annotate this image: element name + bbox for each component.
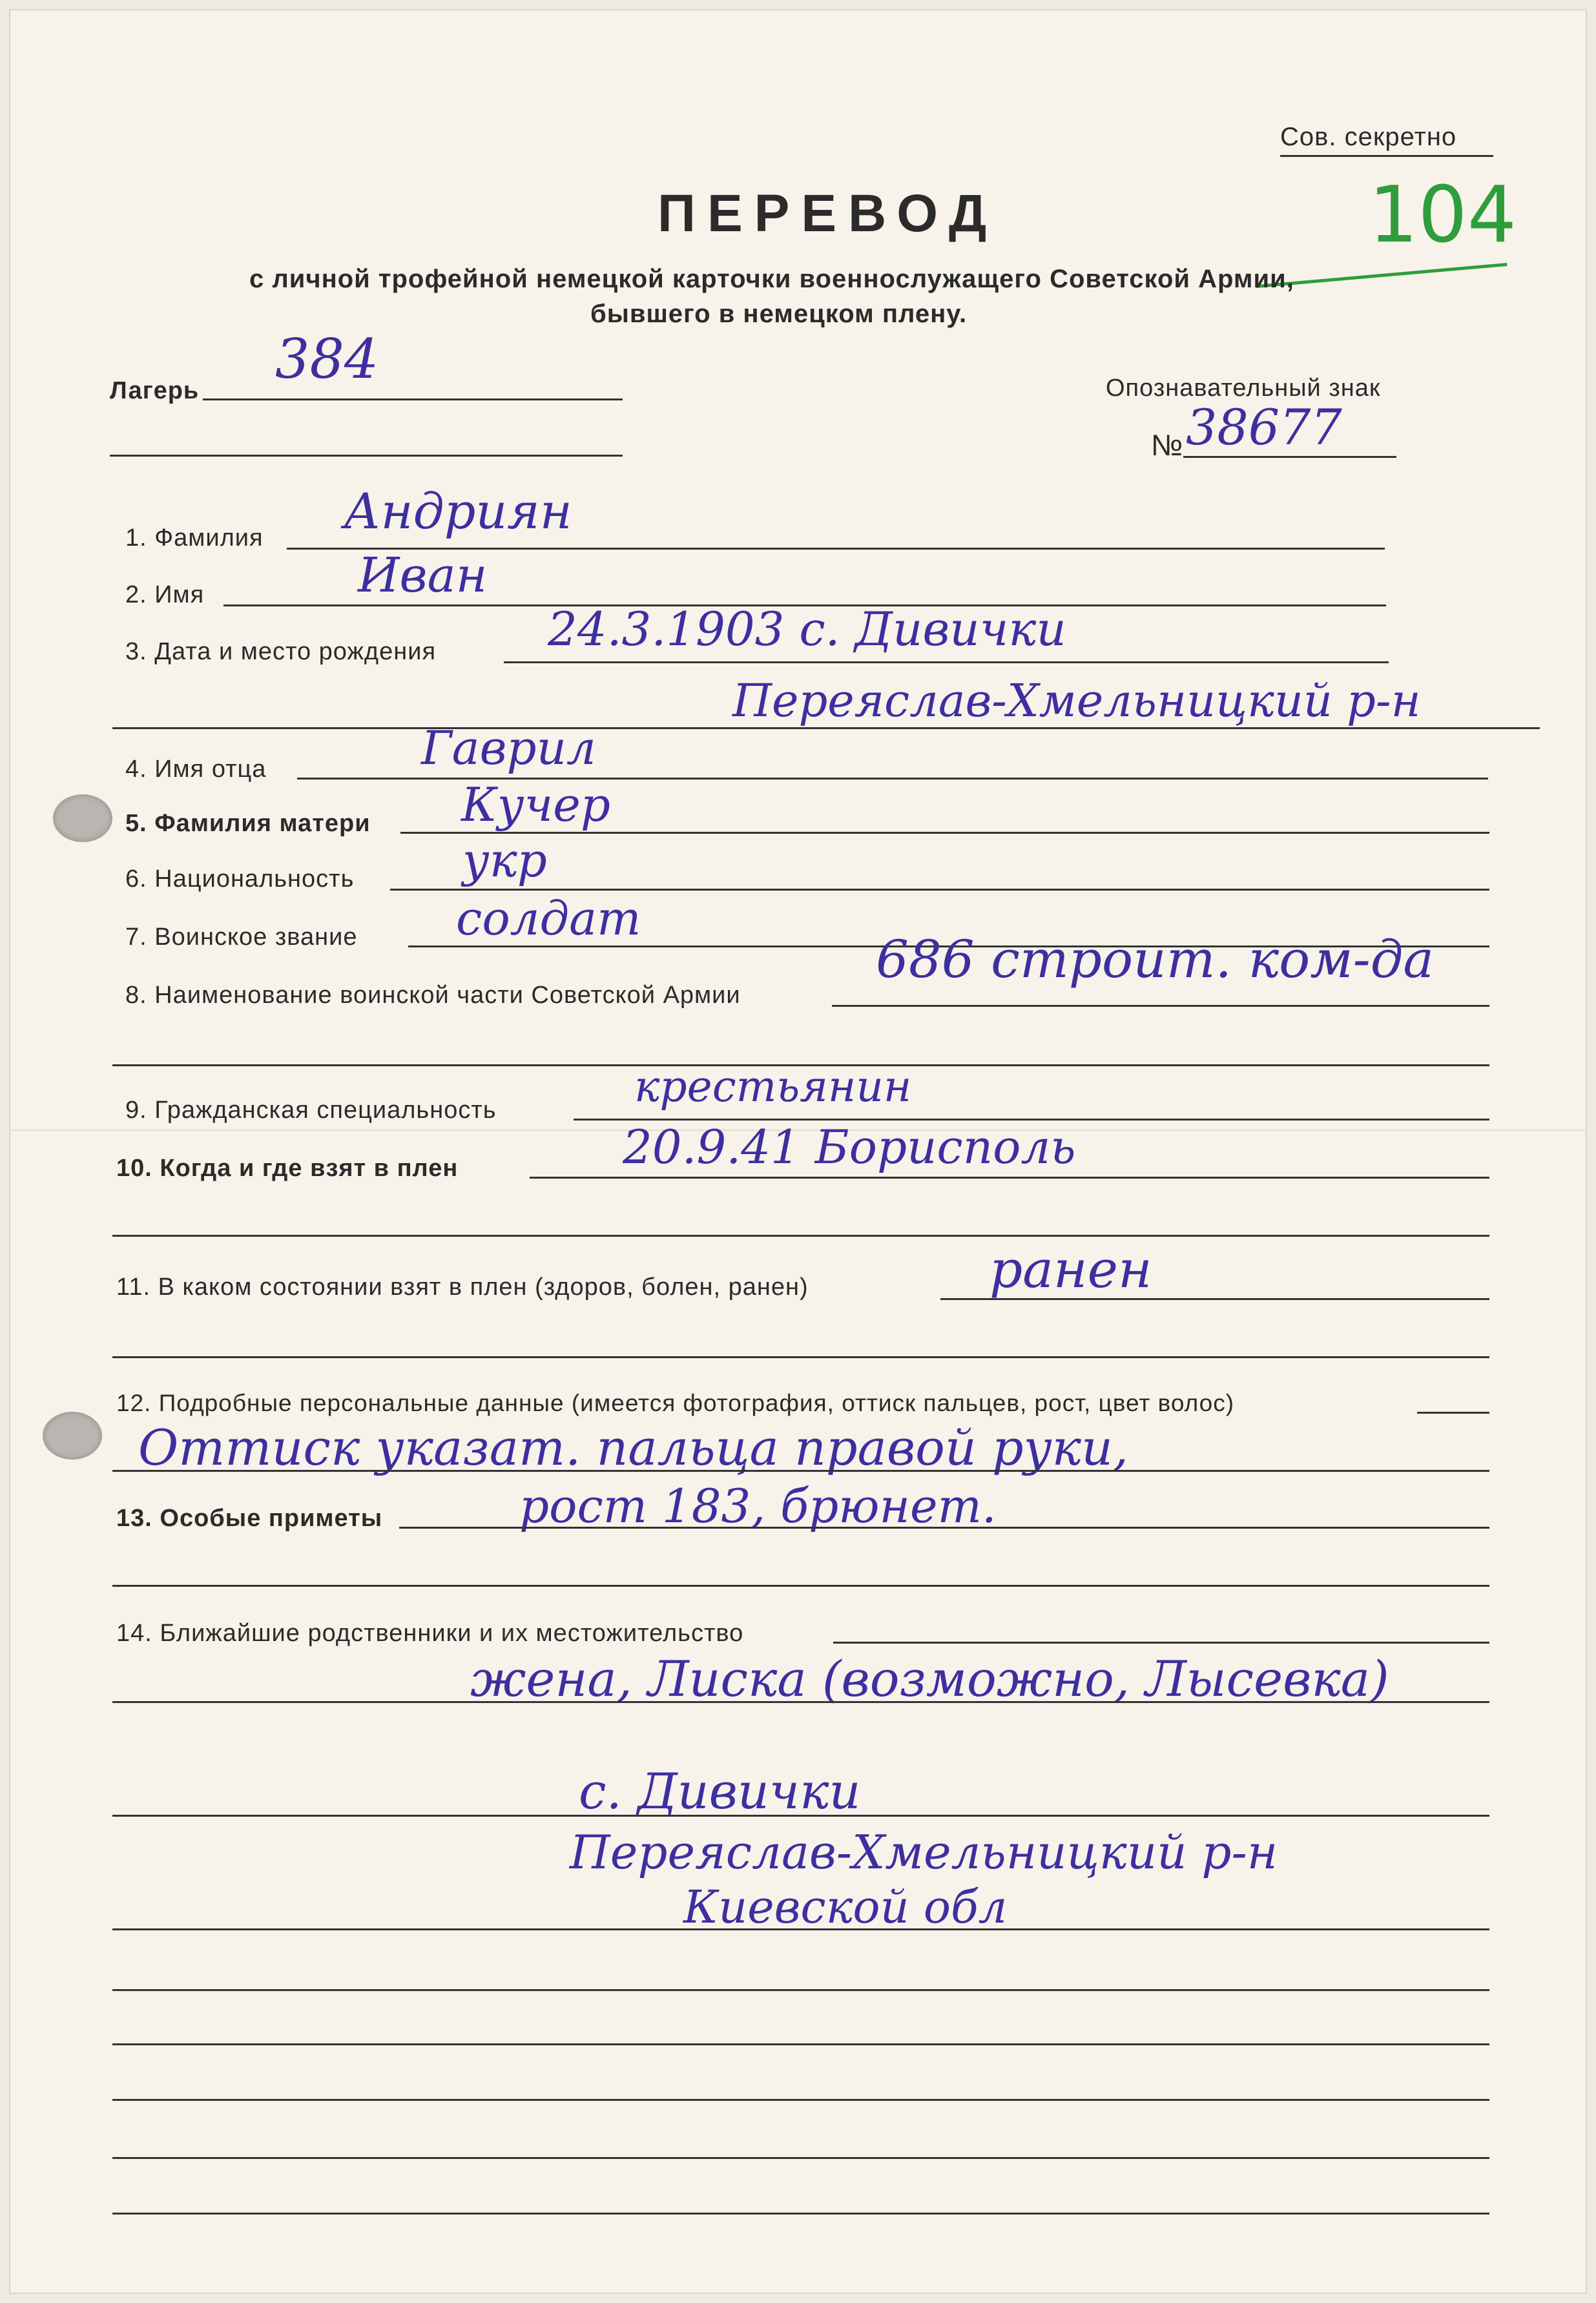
field-10-line-2 xyxy=(112,1235,1489,1237)
field-3-label: 3. Дата и место рождения xyxy=(125,638,437,665)
field-13-line-2 xyxy=(112,1585,1489,1587)
field-9-label: 9. Гражданская специальность xyxy=(125,1097,497,1124)
camp-value: 384 xyxy=(275,327,379,391)
field-4-value: Гаврил xyxy=(421,721,596,775)
field-14-line-8 xyxy=(112,2157,1489,2159)
field-8-value: 686 строит. ком-да xyxy=(876,929,1435,989)
field-11-label: 11. В каком состоянии взят в плен (здоров, болен, ранен) xyxy=(116,1274,809,1301)
field-2-label: 2. Имя xyxy=(125,581,205,608)
field-9-value: крестьянин xyxy=(634,1062,912,1111)
classification-stamp: Сов. секретно xyxy=(1280,123,1457,151)
field-8-label: 8. Наименование воинской части Советской Армии xyxy=(125,982,741,1009)
archive-number: 104 xyxy=(1369,170,1517,260)
field-10-value: 20.9.41 Борисполь xyxy=(623,1120,1076,1174)
field-7-label: 7. Воинское звание xyxy=(125,924,358,951)
field-5-line xyxy=(400,832,1489,834)
field-14-value-4: Киевской обл xyxy=(683,1881,1008,1934)
field-13-label: 13. Особые приметы xyxy=(116,1505,383,1532)
field-5-value: Кучер xyxy=(461,778,610,832)
field-14-line-2 xyxy=(112,1701,1489,1703)
field-14-line xyxy=(833,1642,1489,1644)
field-4-label: 4. Имя отца xyxy=(125,756,267,783)
id-tag-line xyxy=(1183,456,1396,458)
camp-label: Лагерь xyxy=(110,377,200,404)
field-14-line-7 xyxy=(112,2099,1489,2101)
field-1-value: Андриян xyxy=(344,482,572,540)
field-2-value: Иван xyxy=(358,548,488,603)
field-7-value: солдат xyxy=(456,891,641,945)
subtitle-line-1: с личной трофейной немецкой карточки военнослужащего Советской Армии, xyxy=(249,265,1294,293)
field-11-line xyxy=(940,1298,1489,1300)
field-14-value-1: жена, Лиска (возможно, Лысевка) xyxy=(470,1650,1389,1708)
field-14-value-3: Переяслав-Хмельницкий р-н xyxy=(570,1825,1278,1879)
field-6-value: укр xyxy=(462,833,547,887)
field-12-label: 12. Подробные персональные данные (имеется фотография, оттиск пальцев, рост, цвет волос) xyxy=(116,1390,1235,1416)
field-5-label: 5. Фамилия матери xyxy=(125,810,371,837)
field-3-line-2 xyxy=(112,727,1540,729)
field-10-line xyxy=(530,1177,1489,1179)
field-11-line-2 xyxy=(112,1356,1489,1358)
field-3-value-2: Переяслав-Хмельницкий р-н xyxy=(732,674,1421,727)
subtitle-line-2: бывшего в немецком плену. xyxy=(590,300,968,328)
field-13-line xyxy=(399,1527,1489,1529)
field-3-line xyxy=(504,661,1389,663)
field-10-label: 10. Когда и где взят в плен xyxy=(116,1155,459,1182)
field-14-line-6 xyxy=(112,2043,1489,2045)
field-12-value: Оттиск указат. пальца правой руки, xyxy=(138,1419,1129,1476)
field-11-value: ранен xyxy=(990,1239,1152,1299)
field-14-line-9 xyxy=(112,2213,1489,2215)
field-6-label: 6. Национальность xyxy=(125,865,355,893)
punch-hole-bottom xyxy=(43,1412,102,1460)
field-3-value: 24.3.1903 с. Дивички xyxy=(548,602,1066,656)
id-tag-label: Опознавательный знак xyxy=(1106,375,1381,402)
camp-line-2 xyxy=(110,455,623,457)
camp-line xyxy=(203,398,623,400)
field-14-label: 14. Ближайшие родственники и их местожительство xyxy=(116,1620,744,1647)
classification-underline xyxy=(1280,155,1493,157)
field-1-label: 1. Фамилия xyxy=(125,524,264,552)
page-title: ПЕРЕВОД xyxy=(658,184,999,243)
field-8-line xyxy=(832,1005,1489,1007)
field-6-line xyxy=(390,889,1489,891)
field-12-line-2 xyxy=(112,1470,1489,1472)
field-14-line-4 xyxy=(112,1928,1489,1930)
field-14-value-2: с. Дивички xyxy=(579,1762,861,1820)
id-tag-value: 38677 xyxy=(1186,398,1342,456)
id-tag-prefix: № xyxy=(1151,428,1184,462)
field-13-value: рост 183, брюнет. xyxy=(519,1479,997,1533)
field-14-line-3 xyxy=(112,1815,1489,1817)
document-page xyxy=(9,9,1587,2294)
field-12-line xyxy=(1417,1412,1489,1414)
punch-hole-top xyxy=(53,794,112,842)
field-14-line-5 xyxy=(112,1989,1489,1991)
